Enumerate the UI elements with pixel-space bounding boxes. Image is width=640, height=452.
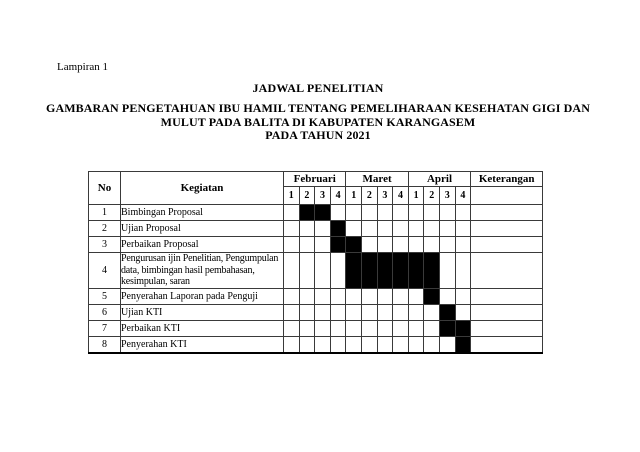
gantt-cell xyxy=(284,337,300,353)
gantt-cell-filled xyxy=(315,205,331,221)
activity-name: Pengurusan ijin Penelitian, Pengumpulan data, bimbingan hasil pembahasan, kesimpulan, saran xyxy=(121,253,284,289)
gantt-cell xyxy=(362,321,378,337)
activity-row-3 xyxy=(89,237,543,253)
gantt-cell-filled xyxy=(346,237,362,253)
gantt-cell xyxy=(362,289,378,305)
activity-name: Ujian Proposal xyxy=(121,221,284,237)
gantt-cell xyxy=(377,305,393,321)
gantt-cell xyxy=(346,337,362,353)
gantt-cell xyxy=(346,305,362,321)
week-header-maret-3: 3 xyxy=(377,187,393,205)
gantt-cell xyxy=(299,289,315,305)
gantt-cell-filled xyxy=(299,205,315,221)
gantt-cell xyxy=(424,205,440,221)
gantt-cell xyxy=(330,305,346,321)
month-header-row xyxy=(89,172,543,187)
gantt-cell xyxy=(362,337,378,353)
keterangan-cell xyxy=(471,237,543,253)
gantt-cell xyxy=(455,205,471,221)
gantt-cell xyxy=(377,337,393,353)
week-header-februari-3: 3 xyxy=(315,187,331,205)
gantt-cell xyxy=(408,237,424,253)
title-line-2: MULUT PADA BALITA DI KABUPATEN KARANGASEM xyxy=(160,114,476,129)
gantt-cell xyxy=(299,221,315,237)
gantt-cell xyxy=(455,305,471,321)
keterangan-cell xyxy=(471,305,543,321)
gantt-cell xyxy=(315,289,331,305)
gantt-cell xyxy=(330,337,346,353)
keterangan-subheader-cell xyxy=(471,187,543,205)
row-number: 1 xyxy=(89,205,121,221)
gantt-cell-filled xyxy=(408,253,424,289)
activity-name: Bimbingan Proposal xyxy=(121,205,284,221)
gantt-cell xyxy=(424,221,440,237)
gantt-cell xyxy=(393,237,409,253)
gantt-cell xyxy=(299,237,315,253)
week-header-april-4: 4 xyxy=(455,187,471,205)
gantt-cell xyxy=(439,289,455,305)
gantt-cell xyxy=(362,205,378,221)
keterangan-cell xyxy=(471,221,543,237)
gantt-cell xyxy=(315,237,331,253)
keterangan-cell xyxy=(471,337,543,353)
gantt-cell-filled xyxy=(424,289,440,305)
keterangan-cell xyxy=(471,289,543,305)
gantt-cell-filled xyxy=(377,253,393,289)
gantt-cell xyxy=(299,253,315,289)
gantt-cell xyxy=(439,337,455,353)
gantt-cell xyxy=(315,221,331,237)
gantt-cell xyxy=(408,289,424,305)
gantt-cell xyxy=(362,221,378,237)
week-header-februari-1: 1 xyxy=(284,187,300,205)
gantt-cell xyxy=(284,237,300,253)
gantt-cell xyxy=(346,289,362,305)
schedule-heading: JADWAL PENELITIAN xyxy=(252,81,384,95)
gantt-cell xyxy=(393,205,409,221)
week-header-april-1: 1 xyxy=(408,187,424,205)
row-number: 8 xyxy=(89,337,121,353)
keterangan-cell xyxy=(471,253,543,289)
col-header-keterangan: Keterangan xyxy=(471,172,543,187)
gantt-cell xyxy=(330,321,346,337)
activity-row-8 xyxy=(89,337,543,353)
gantt-cell xyxy=(284,253,300,289)
gantt-cell xyxy=(408,321,424,337)
activity-name: Ujian KTI xyxy=(121,305,284,321)
row-number: 7 xyxy=(89,321,121,337)
gantt-cell xyxy=(377,205,393,221)
week-header-februari-4: 4 xyxy=(330,187,346,205)
gantt-cell-filled xyxy=(330,221,346,237)
row-number: 3 xyxy=(89,237,121,253)
gantt-cell xyxy=(377,237,393,253)
gantt-cell xyxy=(362,305,378,321)
gantt-cell xyxy=(455,237,471,253)
gantt-cell xyxy=(393,321,409,337)
gantt-cell xyxy=(315,305,331,321)
row-number: 5 xyxy=(89,289,121,305)
gantt-cell xyxy=(408,221,424,237)
appendix-label: Lampiran 1 xyxy=(57,61,109,73)
gantt-cell xyxy=(408,205,424,221)
gantt-cell xyxy=(299,321,315,337)
document-title xyxy=(0,102,636,143)
col-header-kegiatan: Kegiatan xyxy=(121,172,284,205)
row-number: 4 xyxy=(89,253,121,289)
activity-row-5 xyxy=(89,289,543,305)
keterangan-cell xyxy=(471,205,543,221)
month-header-april: April xyxy=(408,172,470,187)
gantt-cell xyxy=(315,253,331,289)
activity-name: Perbaikan KTI xyxy=(121,321,284,337)
week-header-maret-1: 1 xyxy=(346,187,362,205)
gantt-cell xyxy=(299,337,315,353)
gantt-cell xyxy=(439,253,455,289)
gantt-cell xyxy=(393,305,409,321)
gantt-cell xyxy=(455,253,471,289)
gantt-cell xyxy=(439,205,455,221)
gantt-cell-filled xyxy=(455,337,471,353)
gantt-cell-filled xyxy=(439,305,455,321)
gantt-cell xyxy=(284,289,300,305)
gantt-cell xyxy=(284,321,300,337)
gantt-cell xyxy=(377,289,393,305)
keterangan-cell xyxy=(471,321,543,337)
gantt-cell xyxy=(439,237,455,253)
gantt-cell xyxy=(377,221,393,237)
row-number: 6 xyxy=(89,305,121,321)
gantt-cell-filled xyxy=(346,253,362,289)
gantt-cell xyxy=(455,221,471,237)
gantt-cell xyxy=(424,237,440,253)
gantt-cell-filled xyxy=(393,253,409,289)
gantt-cell xyxy=(284,221,300,237)
gantt-cell xyxy=(455,289,471,305)
gantt-cell-filled xyxy=(424,253,440,289)
week-header-april-3: 3 xyxy=(439,187,455,205)
schedule-table xyxy=(88,171,543,354)
gantt-cell xyxy=(424,337,440,353)
gantt-cell xyxy=(362,237,378,253)
gantt-cell xyxy=(408,305,424,321)
week-header-april-2: 2 xyxy=(424,187,440,205)
activity-name: Penyerahan Laporan pada Penguji xyxy=(121,289,284,305)
gantt-cell xyxy=(284,205,300,221)
gantt-cell xyxy=(330,289,346,305)
gantt-cell xyxy=(424,321,440,337)
activity-name: Penyerahan KTI xyxy=(121,337,284,353)
month-header-februari: Februari xyxy=(284,172,346,187)
gantt-cell xyxy=(393,289,409,305)
activity-row-1 xyxy=(89,205,543,221)
title-line-3: PADA TAHUN 2021 xyxy=(265,128,371,142)
gantt-cell xyxy=(439,221,455,237)
gantt-cell xyxy=(393,337,409,353)
gantt-cell-filled xyxy=(439,321,455,337)
week-header-maret-4: 4 xyxy=(393,187,409,205)
week-header-februari-2: 2 xyxy=(299,187,315,205)
gantt-cell xyxy=(408,337,424,353)
gantt-cell xyxy=(424,305,440,321)
week-header-maret-2: 2 xyxy=(362,187,378,205)
gantt-cell xyxy=(315,321,331,337)
col-header-no: No xyxy=(89,172,121,205)
activity-row-6 xyxy=(89,305,543,321)
gantt-cell xyxy=(393,221,409,237)
row-number: 2 xyxy=(89,221,121,237)
gantt-cell xyxy=(284,305,300,321)
activity-name: Perbaikan Proposal xyxy=(121,237,284,253)
gantt-cell xyxy=(299,305,315,321)
activity-row-7 xyxy=(89,321,543,337)
gantt-cell xyxy=(330,253,346,289)
gantt-cell xyxy=(346,321,362,337)
gantt-cell xyxy=(330,205,346,221)
gantt-cell-filled xyxy=(330,237,346,253)
gantt-cell-filled xyxy=(362,253,378,289)
gantt-cell xyxy=(346,221,362,237)
month-header-maret: Maret xyxy=(346,172,408,187)
gantt-cell-filled xyxy=(455,321,471,337)
activity-row-4 xyxy=(89,253,543,289)
gantt-cell xyxy=(346,205,362,221)
title-line-1: GAMBARAN PENGETAHUAN IBU HAMIL TENTANG PEMELIHARAAN KESEHATAN GIGI DAN xyxy=(46,101,590,115)
activity-row-2 xyxy=(89,221,543,237)
gantt-cell xyxy=(377,321,393,337)
gantt-cell xyxy=(315,337,331,353)
